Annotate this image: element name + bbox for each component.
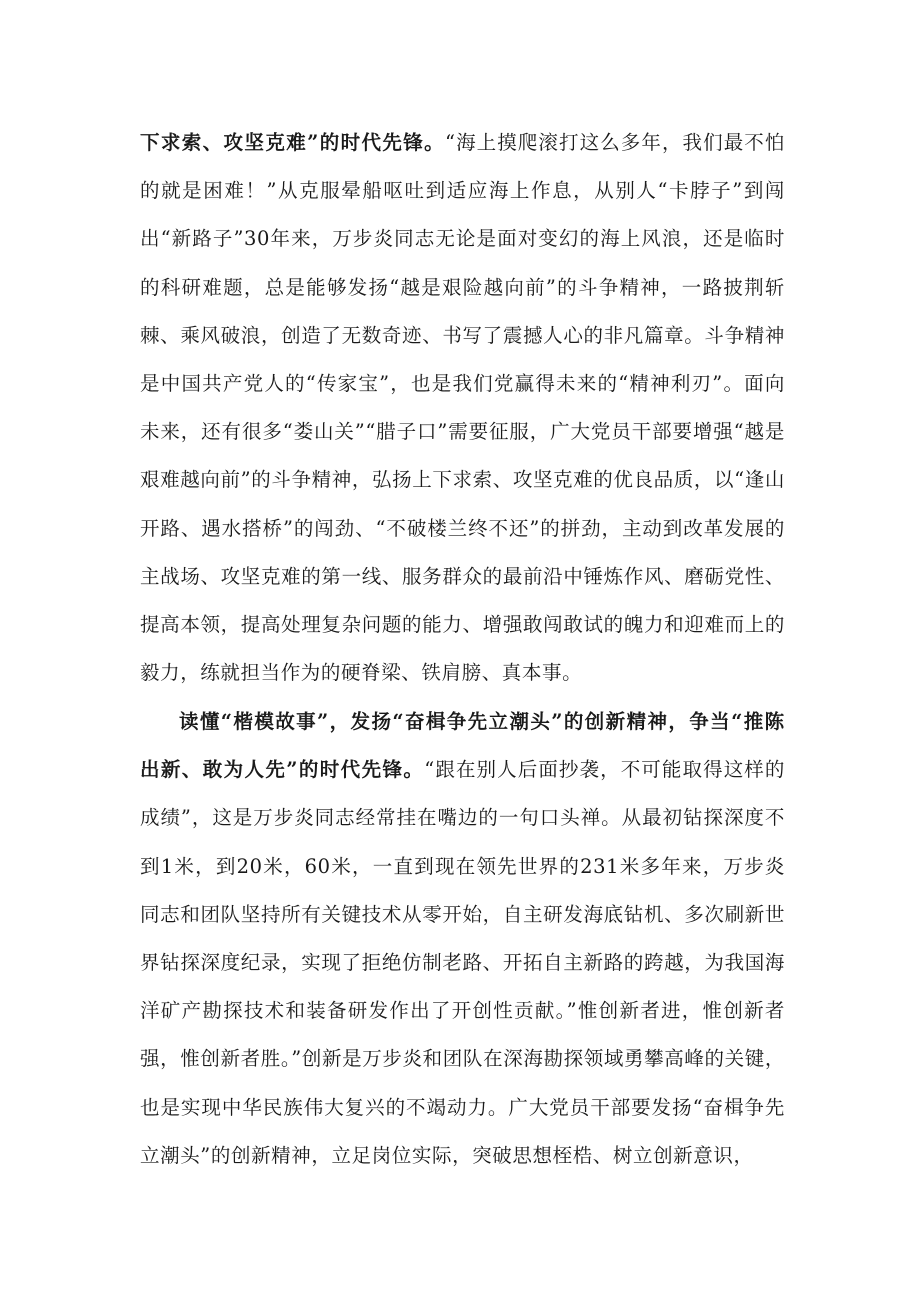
paragraph-body: “跟在别人后面抄袭，不可能取得这样的成绩”，这是万步炎同志经常挂在嘴边的一句口头禅。从最初钻探深度不到1米，到20米，60米，一直到现在领先世界的231米多年来，万步炎同志和团队坚持所有关键技术从零开始，自主研发海底钻机、多次刷新世界钻探深度纪录，实现了拒绝仿制老路、开拓自主新路的跨越，为我国海洋矿产勘探技术和装备研发作出了开创性贡献。”惟创新者进，惟创新者强，惟创新者胜。”创新是万步炎和团队在深海勘探领域勇攀高峰的关键，也是实现中华民族伟大复兴的不竭动力。广大党员干部要发扬“奋楫争先立潮头”的创新精神，立足岗位实际，突破思想桎梏、树立创新意识， <box>140 758 785 1167</box>
paragraph-lead-bold: 读懂“楷模故事”，发扬“奋楫争先立潮头”的创新精神，争当“推陈出新、敢为人先”的时代先锋。 <box>140 710 785 782</box>
paragraph-struggle-spirit <box>140 119 785 697</box>
paragraph-body: “海上摸爬滚打这么多年，我们最不怕的就是困难！”从克服晕船呕吐到适应海上作息，从别人“卡脖子”到闯出“新路子”30年来，万步炎同志无论是面对变幻的海上风浪，还是临时的科研难题，总是能够发扬“越是艰险越向前”的斗争精神，一路披荆斩棘、乘风破浪，创造了无数奇迹、书写了震撼人心的非凡篇章。斗争精神是中国共产党人的“传家宝”，也是我们党赢得未来的“精神利刃”。面向未来，还有很多“娄山关”“腊子口”需要征服，广大党员干部要增强“越是艰难越向前”的斗争精神，弘扬上下求索、攻坚克难的优良品质，以“逢山开路、遇水搭桥”的闯劲、“不破楼兰终不还”的拼劲，主动到改革发展的主战场、攻坚克难的第一线、服务群众的最前沿中锤炼作风、磨砺党性、提高本领，提高处理复杂问题的能力、增强敢闯敢试的魄力和迎难而上的毅力，练就担当作为的硬脊梁、铁肩膀、真本事。 <box>140 131 785 685</box>
paragraph-innovation-spirit <box>140 698 785 1180</box>
paragraph-lead-bold: 下求索、攻坚克难”的时代先锋。 <box>140 131 446 154</box>
